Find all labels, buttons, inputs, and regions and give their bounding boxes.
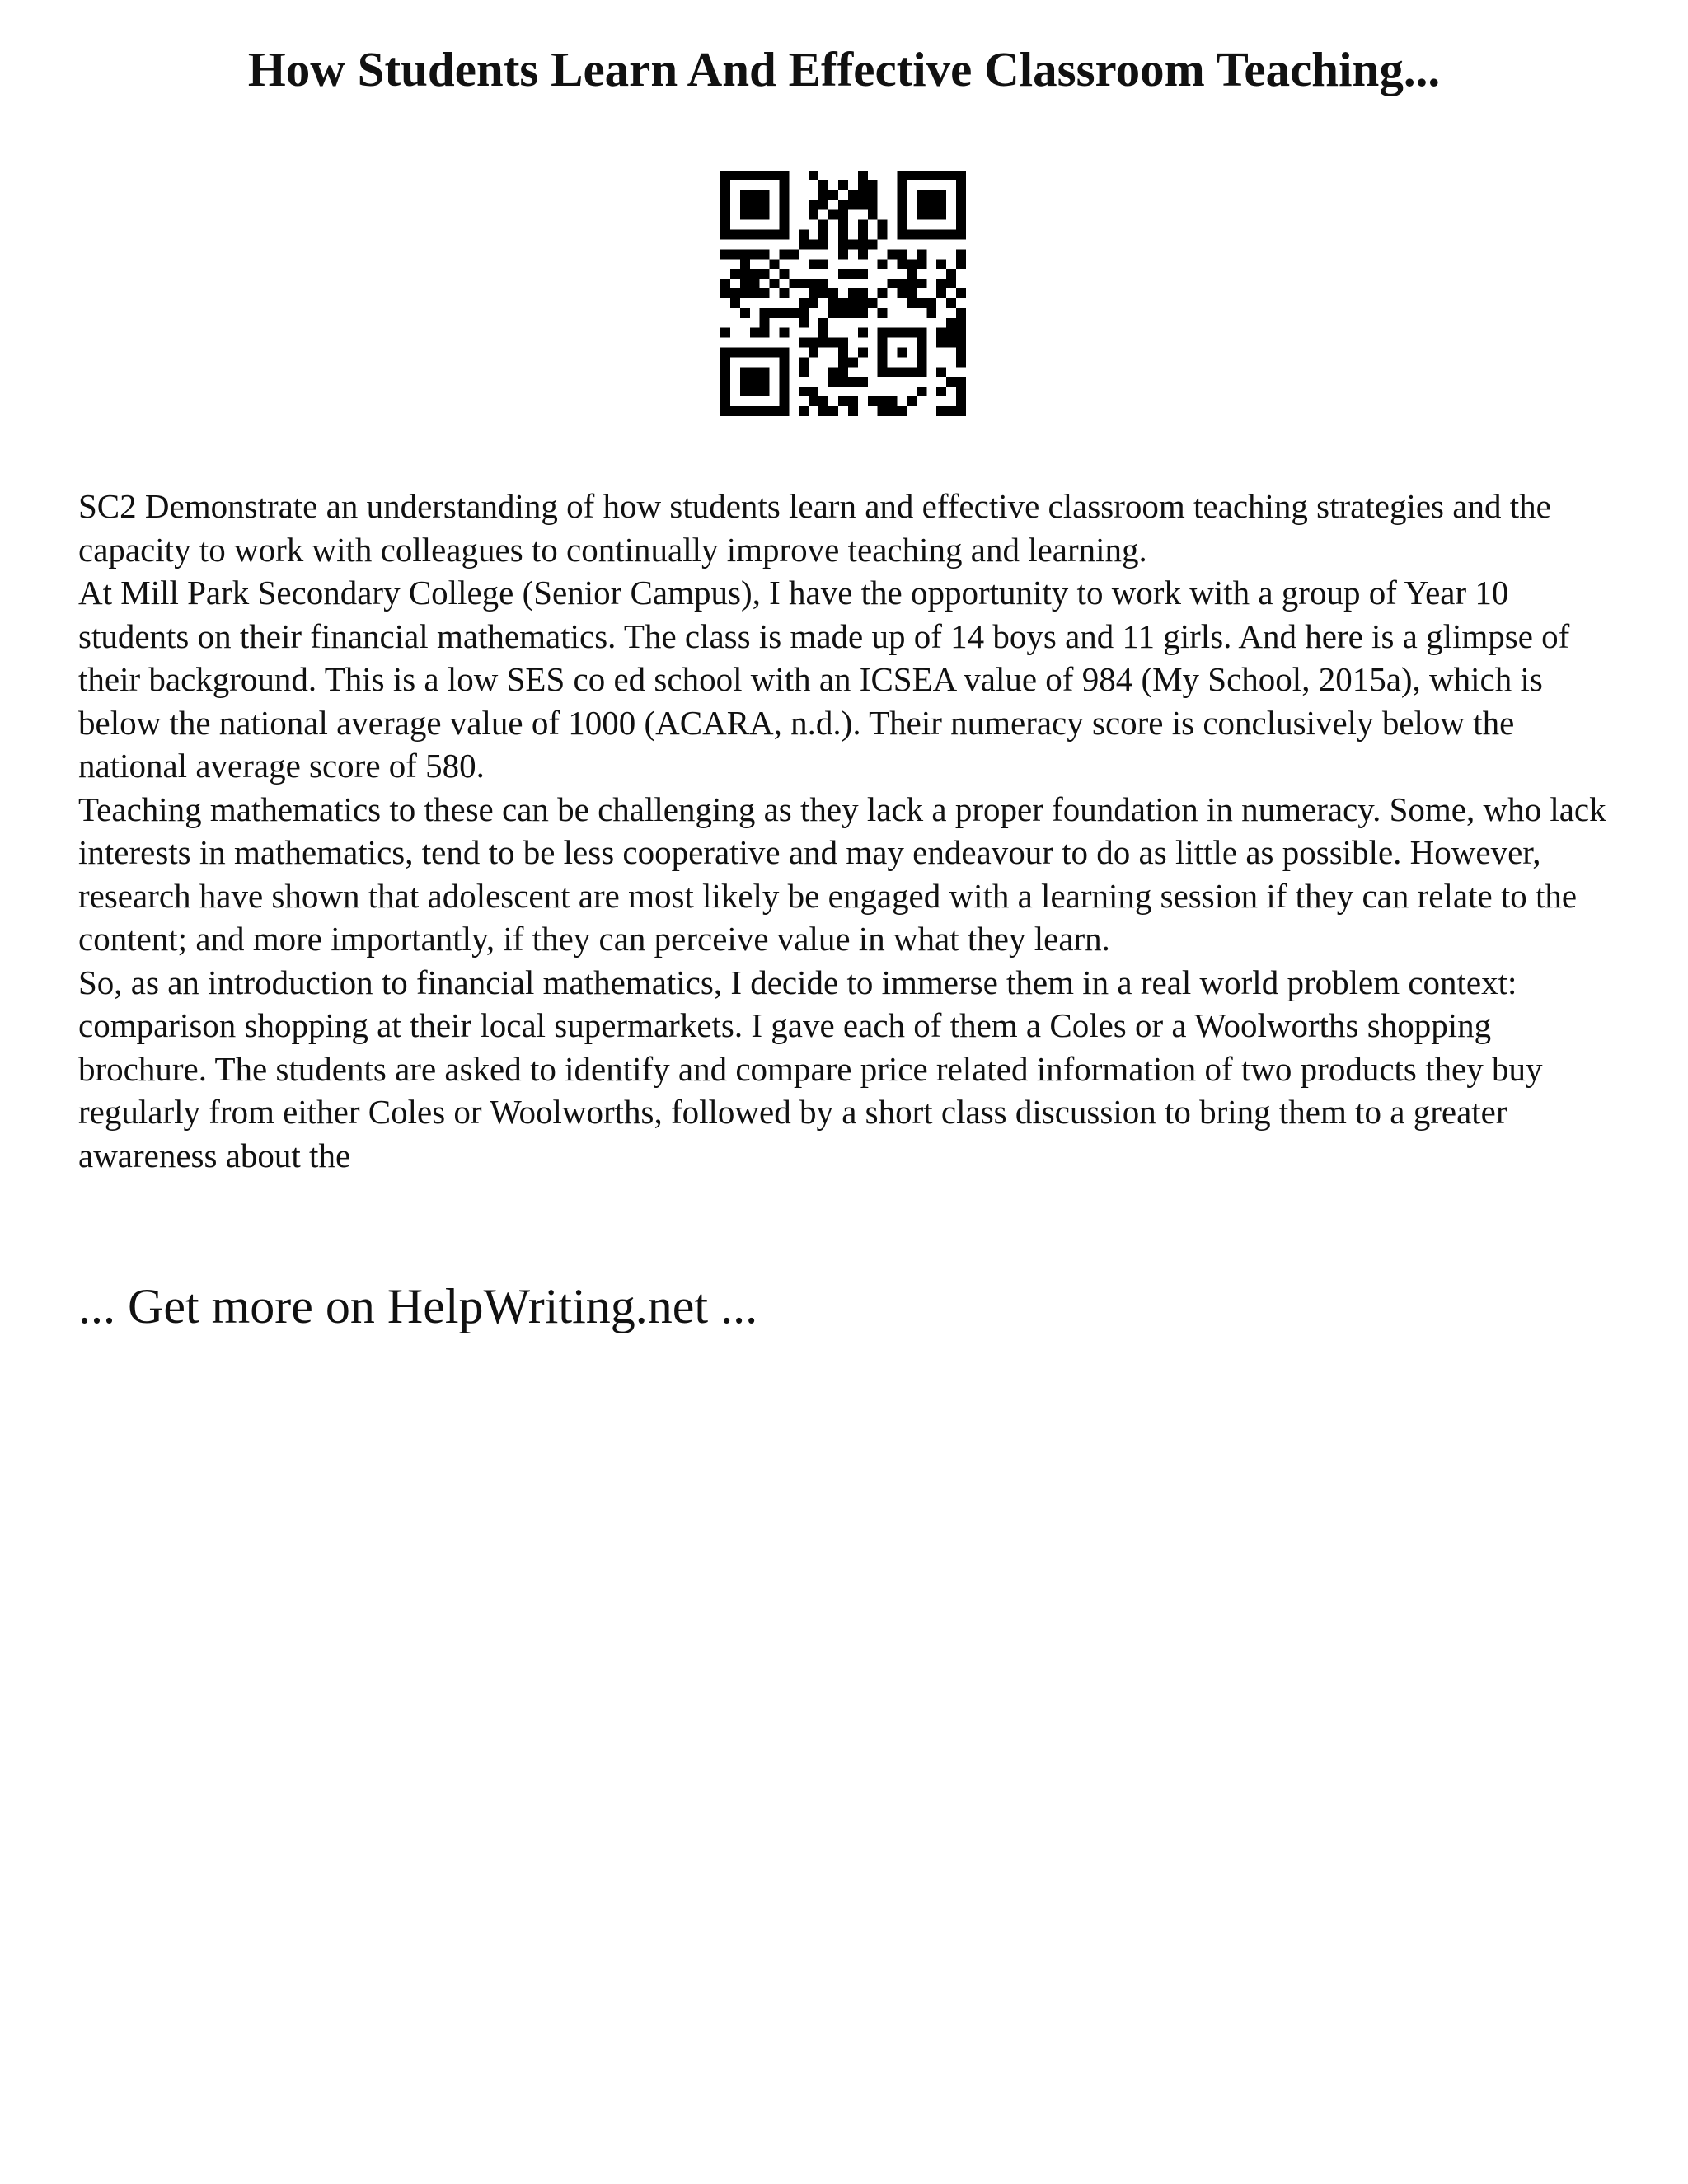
- paragraph-lesson-introduction: So, as an introduction to financial mathematics, I decide to immerse them in a real world problem context: comparison shopping at their local supermarkets. I gave each of them a Coles or a Woolworths shopping brochure. The students are asked to identify and compare price related information of two products they buy regularly from either Coles or Woolworths, followed by a short class discussion to bring them to a greater awareness about the: [78, 963, 1543, 1174]
- qr-code-icon[interactable]: [720, 171, 966, 416]
- get-more-link[interactable]: ... Get more on HelpWriting.net ...: [78, 1279, 758, 1333]
- paragraph-class-background: At Mill Park Secondary College (Senior Campus), I have the opportunity to work with a group of Year 10 students on their financial mathematics. The class is made up of 14 boys and 11 girls. And here is a glimpse of their background. This is a low SES co ed school with an ICSEA value of 984 (My School, 2015a), which is below the national average value of 1000 (ACARA, n.d.). Their numeracy score is conclusively below the national average score of 580.: [78, 574, 1570, 785]
- qr-code-graphic: [720, 171, 966, 416]
- document-body: [78, 485, 1628, 1177]
- page-title: How Students Learn And Effective Classroom Teaching...: [247, 42, 1441, 96]
- paragraph-standard: SC2 Demonstrate an understanding of how students learn and effective classroom teaching strategies and the capacity to work with colleagues to continually improve teaching and learning.: [78, 487, 1551, 569]
- paragraph-teaching-challenge: Teaching mathematics to these can be challenging as they lack a proper foundation in numeracy. Some, who lack interests in mathematics, tend to be less cooperative and may endeavour to do as little as possible. However, research have shown that adolescent are most likely be engaged with a learning session if they can relate to the content; and more importantly, if they can perceive value in what they learn.: [78, 790, 1606, 958]
